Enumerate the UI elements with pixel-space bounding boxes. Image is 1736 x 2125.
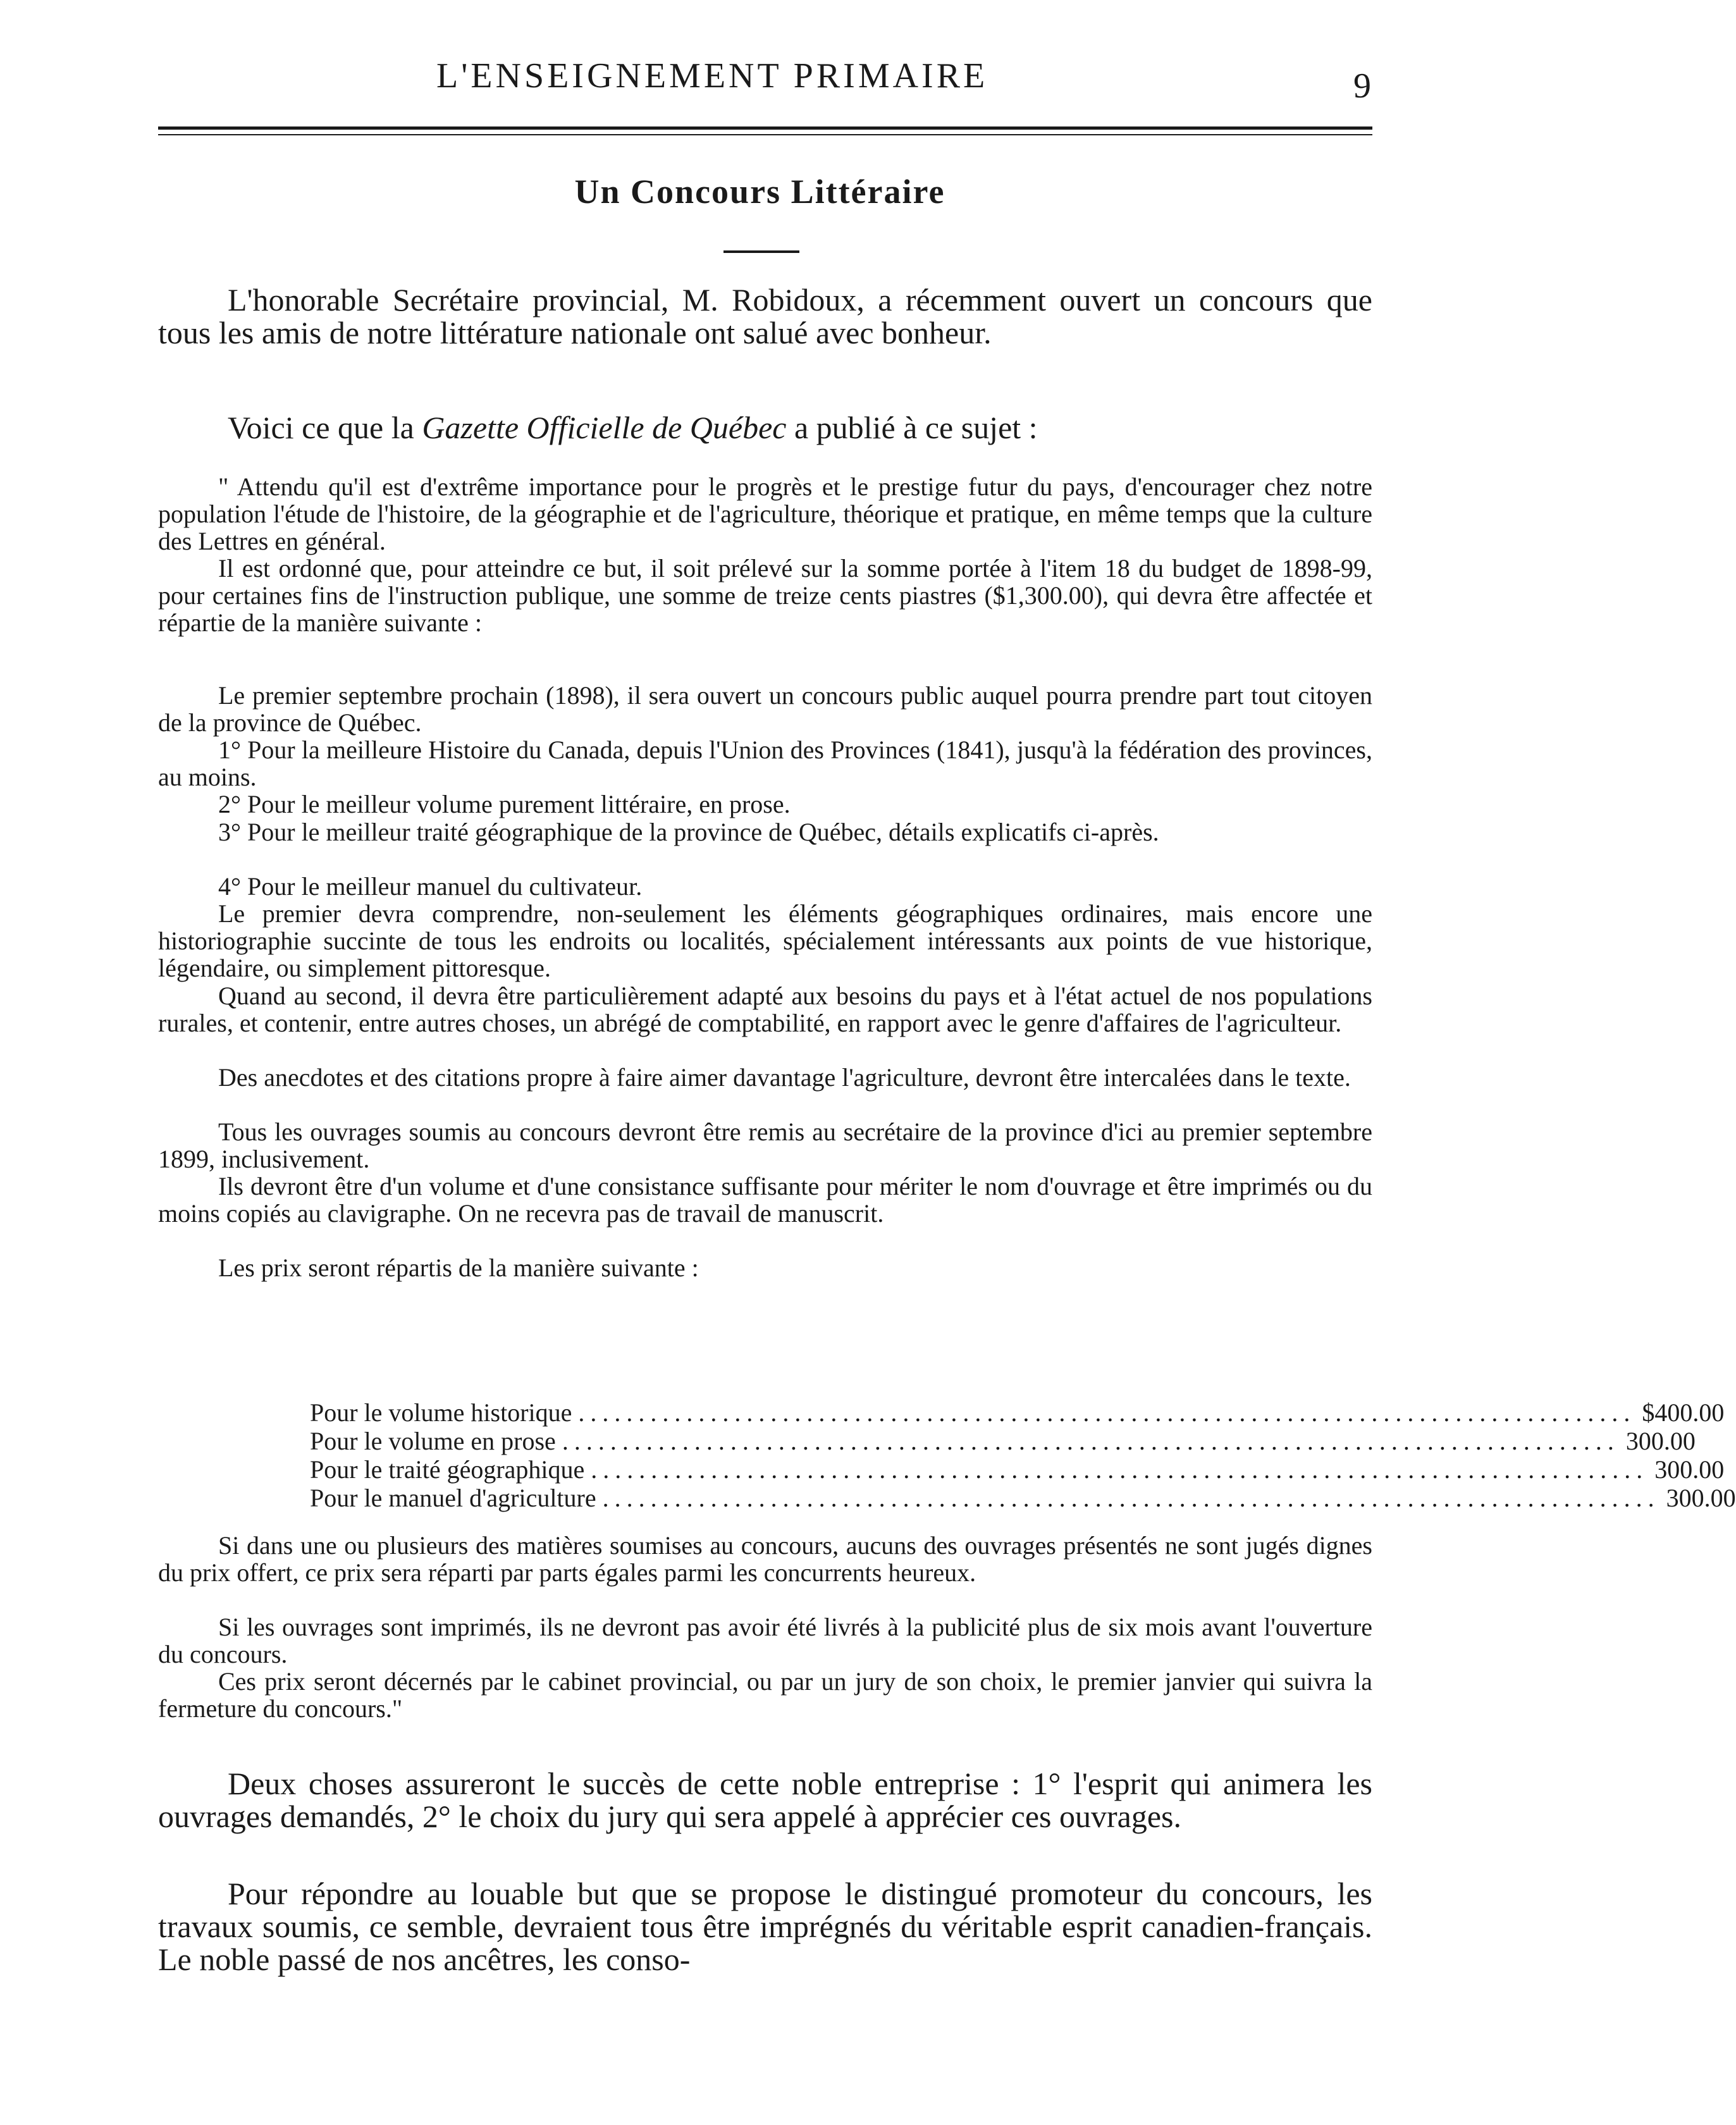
decree-rule-deadline: Tous les ouvrages soumis au concours devront être remis au secrétaire de la province d'ici au premier septembre 1899, inclusivement. [158, 1118, 1372, 1173]
decree-rule-prizes-intro: Les prix seront répartis de la manière suivante : [218, 1253, 699, 1282]
decree-rule-format: Ils devront être d'un volume et d'une consistance suffisante pour mériter le nom d'ouvrage et être imprimés ou du moins copiés au clavigraphe. On ne recevra pas de travail de manuscrit. [158, 1172, 1372, 1228]
gazette-title: Gazette Officielle de Québec [422, 410, 787, 445]
prize-label: Pour le volume en prose [310, 1427, 556, 1455]
intro-paragraph: L'honorable Secrétaire provincial, M. Robidoux, a récemment ouvert un concours que tous les amis de notre littérature nationale ont salué avec bonheur. [158, 282, 1372, 350]
decree-closing-2: Si les ouvrages sont imprimés, ils ne devront pas avoir été livrés à la publicité plus de six mois avant l'ouverture du concours. [158, 1613, 1372, 1668]
decree-rule-geography: Le premier devra comprendre, non-seulement les éléments géographiques ordinaires, mais encore une historiographie succinte de tous les endroits ou localités, spécialement intéressants aux points de vue historique, légendaire, ou simplement pittoresque. [158, 899, 1372, 982]
dot-leader: ........................................................................................ [562, 1427, 1620, 1455]
dot-leader: ........................................................................................ [578, 1398, 1636, 1427]
prize-amount: 300.00 [1654, 1455, 1725, 1484]
prize-amount: 300.00 [1666, 1484, 1736, 1512]
commentary-paragraph-2: Pour répondre au louable but que se propose le distingué promoteur du concours, les travaux soumis, ce semble, devraient tous être imprégnés du véritable esprit canadien-français. Le noble passé de nos ancêtres, les conso- [158, 1876, 1372, 1977]
decree-item-4: 4° Pour le meilleur manuel du cultivateur. [218, 872, 643, 901]
intro-gazette-paragraph [158, 411, 1372, 444]
prize-row [310, 1426, 1696, 1455]
prize-amount: $400.00 [1642, 1398, 1725, 1427]
decree-item-1: 1° Pour la meilleure Histoire du Canada, depuis l'Union des Provinces (1841), jusqu'à la fédération des provinces, au moins. [158, 736, 1372, 791]
decree-rule-agriculture: Quand au second, il devra être particulièrement adapté aux besoins du pays et à l'état actuel de nos populations rurales, et contenir, entre autres choses, un abrégé de comptabilité, en rapport avec le genre d'affaires de l'agriculteur. [158, 982, 1372, 1037]
page-number: 9 [1353, 66, 1371, 106]
dot-leader: ........................................................................................ [602, 1484, 1660, 1512]
decree-closing-3: Ces prix seront décernés par le cabinet provincial, ou par un jury de son choix, le premier janvier qui suivra la fermeture du concours." [158, 1667, 1372, 1723]
article-title: Un Concours Littéraire [574, 173, 945, 211]
prize-amount: 300.00 [1625, 1427, 1696, 1455]
intro-suffix: a publié à ce sujet : [794, 410, 1038, 445]
prize-label: Pour le volume historique [310, 1398, 572, 1427]
commentary-paragraph-1: Deux choses assureront le succès de cette noble entreprise : 1° l'esprit qui animera les ouvrages demandés, 2° le choix du jury qui sera appelé à apprécier ces ouvrages. [158, 1766, 1372, 1834]
decree-rule-opening: Le premier septembre prochain (1898), il sera ouvert un concours public auquel pourra prendre part tout citoyen de la province de Québec. [158, 681, 1372, 737]
prize-label: Pour le traité géographique [310, 1455, 585, 1484]
prize-label: Pour le manuel d'agriculture [310, 1484, 596, 1512]
decree-item-2: 2° Pour le meilleur volume purement littéraire, en prose. [218, 790, 791, 818]
header-rule-thin [158, 134, 1372, 135]
header-rule [158, 126, 1372, 130]
decree-rule-anecdotes: Des anecdotes et des citations propre à faire aimer davantage l'agriculture, devront être intercalées dans le texte. [218, 1063, 1351, 1092]
prize-table [310, 1398, 1736, 1512]
prize-row [310, 1483, 1736, 1512]
dot-leader: ........................................................................................ [591, 1455, 1649, 1484]
decree-item-3: 3° Pour le meilleur traité géographique de la province de Québec, détails explicatifs ci-après. [218, 818, 1159, 846]
decree-preamble-1: " Attendu qu'il est d'extrême importance pour le progrès et le prestige futur du pays, d'encourager chez notre population l'étude de l'histoire, de la géographie et de l'agriculture, théorique et pratique, en même temps que la culture des Lettres en général. [158, 472, 1372, 555]
title-divider [723, 250, 799, 253]
intro-prefix: Voici ce que la [228, 410, 414, 445]
running-header: L'ENSEIGNEMENT PRIMAIRE [436, 56, 988, 95]
decree-preamble-2: Il est ordonné que, pour atteindre ce but, il soit prélevé sur la somme portée à l'item 18 du budget de 1898-99, pour certaines fins de l'instruction publique, une somme de treize cents piastres ($1,300.00), qui devra être affectée et répartie de la manière suivante : [158, 554, 1372, 637]
decree-closing-1: Si dans une ou plusieurs des matières soumises au concours, aucuns des ouvrages présentés ne sont jugés dignes du prix offert, ce prix sera réparti par parts égales parmi les concurrents heureux. [158, 1531, 1372, 1587]
prize-row [310, 1398, 1725, 1427]
prize-row [310, 1455, 1725, 1484]
